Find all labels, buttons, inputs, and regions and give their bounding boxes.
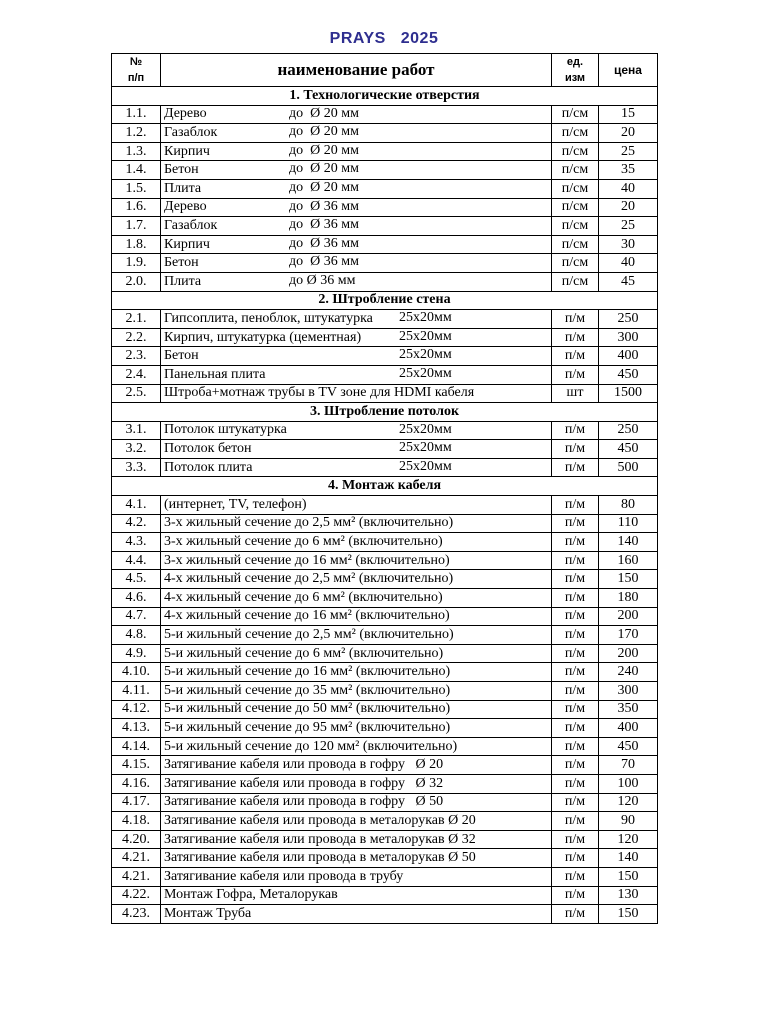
row-name: 4-х жильный сечение до 16 мм² (включительно) [164, 608, 450, 624]
row-name: Монтаж Гофра, Металорукав [164, 887, 338, 903]
row-name: Затягивание кабеля или провода в металорукав Ø 50 [164, 850, 476, 866]
row-name: Дерево [164, 106, 207, 122]
table-row [112, 551, 658, 570]
header-unit-line2: изм [564, 72, 586, 84]
table-row [112, 124, 658, 143]
row-price: 25 [599, 217, 658, 236]
row-name: Плита [164, 273, 202, 289]
row-name: 3-х жильный сечение до 6 мм² (включительно) [164, 534, 443, 550]
table-row [112, 421, 658, 440]
row-name-cell [161, 310, 552, 329]
row-name-cell [161, 161, 552, 180]
row-unit: п/м [552, 644, 599, 663]
section-title: 4. Монтаж кабеля [112, 477, 658, 496]
row-price: 1500 [599, 384, 658, 403]
row-number: 1.4. [112, 161, 161, 180]
row-dimension: 25x20мм [399, 347, 452, 363]
table-row [112, 496, 658, 515]
row-unit: п/м [552, 793, 599, 812]
row-number: 4.4. [112, 551, 161, 570]
row-name: Штроба+мотнаж трубы в TV зоне для HDMI кабеля [164, 385, 475, 401]
row-name-cell [161, 812, 552, 831]
row-dimension: 25x20мм [399, 365, 452, 381]
table-row [112, 886, 658, 905]
row-unit: п/м [552, 514, 599, 533]
row-number: 4.17. [112, 793, 161, 812]
table-row [112, 830, 658, 849]
row-unit: п/м [552, 774, 599, 793]
row-unit: п/м [552, 737, 599, 756]
row-name: Затягивание кабеля или провода в трубу [164, 868, 404, 884]
row-price: 250 [599, 421, 658, 440]
row-unit: п/м [552, 886, 599, 905]
row-number: 4.6. [112, 589, 161, 608]
row-number: 4.18. [112, 812, 161, 831]
row-unit: п/см [552, 142, 599, 161]
row-name-cell [161, 905, 552, 924]
row-number: 4.14. [112, 737, 161, 756]
row-unit: п/м [552, 812, 599, 831]
row-unit: п/см [552, 254, 599, 273]
table-header-row [112, 54, 658, 87]
row-unit: п/см [552, 198, 599, 217]
table-row [112, 812, 658, 831]
row-name-cell [161, 830, 552, 849]
row-name: 3-х жильный сечение до 16 мм² (включительно) [164, 552, 450, 568]
row-name: 4-х жильный сечение до 2,5 мм² (включительно) [164, 571, 454, 587]
row-name-cell [161, 774, 552, 793]
table-row [112, 589, 658, 608]
row-name: Газаблок [164, 124, 218, 140]
row-name-cell [161, 607, 552, 626]
table-row [112, 365, 658, 384]
row-dimension: до Ø 20 мм [289, 179, 359, 195]
row-name: Гипсоплита, пеноблок, штукатурка [164, 310, 373, 326]
row-name: Потолок штукатурка [164, 422, 287, 438]
row-unit: п/см [552, 105, 599, 124]
row-name: Потолок плита [164, 459, 253, 475]
row-name-cell [161, 347, 552, 366]
row-number: 4.2. [112, 514, 161, 533]
table-row [112, 217, 658, 236]
row-name: 5-и жильный сечение до 6 мм² (включительно) [164, 645, 444, 661]
row-unit: п/м [552, 719, 599, 738]
row-unit: п/м [552, 756, 599, 775]
table-row [112, 570, 658, 589]
row-name-cell [161, 533, 552, 552]
row-number: 4.8. [112, 626, 161, 645]
table-row [112, 235, 658, 254]
row-name: Бетон [164, 162, 199, 178]
row-name-cell [161, 793, 552, 812]
row-unit: п/см [552, 161, 599, 180]
row-number: 3.2. [112, 440, 161, 459]
row-unit: п/м [552, 365, 599, 384]
row-number: 1.1. [112, 105, 161, 124]
title-year: 2025 [400, 30, 439, 47]
row-price: 120 [599, 830, 658, 849]
table-row [112, 514, 658, 533]
row-price: 170 [599, 626, 658, 645]
row-number: 1.5. [112, 179, 161, 198]
row-dimension: 25x20мм [399, 328, 452, 344]
row-number: 2.5. [112, 384, 161, 403]
row-name-cell [161, 272, 552, 291]
table-row [112, 198, 658, 217]
row-unit: п/м [552, 626, 599, 645]
row-price: 70 [599, 756, 658, 775]
table-row [112, 849, 658, 868]
row-name-cell [161, 589, 552, 608]
row-price: 150 [599, 905, 658, 924]
row-name: Кирпич [164, 236, 210, 252]
row-unit: п/см [552, 235, 599, 254]
price-table [111, 53, 658, 924]
row-name-cell [161, 458, 552, 477]
header-num [112, 54, 161, 87]
row-price: 400 [599, 347, 658, 366]
row-price: 150 [599, 570, 658, 589]
row-dimension: до Ø 36 мм [289, 235, 359, 251]
section-row [112, 87, 658, 106]
row-name-cell [161, 254, 552, 273]
row-price: 35 [599, 161, 658, 180]
row-name: Кирпич [164, 143, 210, 159]
row-unit: п/м [552, 700, 599, 719]
row-name-cell [161, 663, 552, 682]
row-number: 4.21. [112, 849, 161, 868]
table-row [112, 663, 658, 682]
row-price: 20 [599, 198, 658, 217]
row-name: Дерево [164, 199, 207, 215]
row-dimension: до Ø 36 мм [289, 272, 356, 288]
row-price: 160 [599, 551, 658, 570]
table-row [112, 793, 658, 812]
row-unit: п/см [552, 217, 599, 236]
table-row [112, 458, 658, 477]
row-number: 1.3. [112, 142, 161, 161]
row-name: Бетон [164, 255, 199, 271]
row-number: 4.22. [112, 886, 161, 905]
header-name: наименование работ [161, 54, 552, 87]
row-name-cell [161, 496, 552, 515]
row-number: 4.21. [112, 867, 161, 886]
row-name: 3-х жильный сечение до 2,5 мм² (включительно) [164, 515, 454, 531]
title-word: PRAYS [329, 30, 386, 47]
row-name-cell [161, 756, 552, 775]
table-row [112, 440, 658, 459]
row-unit: п/м [552, 830, 599, 849]
row-number: 1.8. [112, 235, 161, 254]
row-name: 5-и жильный сечение до 35 мм² (включительно) [164, 682, 451, 698]
row-price: 350 [599, 700, 658, 719]
row-name-cell [161, 867, 552, 886]
table-row [112, 328, 658, 347]
row-name-cell [161, 682, 552, 701]
row-unit: п/м [552, 589, 599, 608]
row-price: 80 [599, 496, 658, 515]
row-name-cell [161, 105, 552, 124]
row-name-cell [161, 142, 552, 161]
row-price: 450 [599, 365, 658, 384]
row-number: 4.23. [112, 905, 161, 924]
row-number: 4.13. [112, 719, 161, 738]
row-name: 5-и жильный сечение до 95 мм² (включительно) [164, 719, 451, 735]
row-number: 3.3. [112, 458, 161, 477]
table-row [112, 774, 658, 793]
row-number: 4.12. [112, 700, 161, 719]
row-unit: п/м [552, 421, 599, 440]
row-name-cell [161, 626, 552, 645]
table-row [112, 867, 658, 886]
document-title [0, 30, 768, 48]
row-unit: п/см [552, 124, 599, 143]
row-number: 4.11. [112, 682, 161, 701]
table-body [112, 87, 658, 924]
table-row [112, 384, 658, 403]
row-name: Панельная плита [164, 366, 266, 382]
row-unit: п/м [552, 496, 599, 515]
table-row [112, 142, 658, 161]
row-number: 2.0. [112, 272, 161, 291]
row-number: 2.2. [112, 328, 161, 347]
row-name-cell [161, 328, 552, 347]
section-row [112, 403, 658, 422]
row-price: 300 [599, 682, 658, 701]
row-unit: п/м [552, 867, 599, 886]
row-price: 40 [599, 179, 658, 198]
row-price: 120 [599, 793, 658, 812]
row-number: 4.5. [112, 570, 161, 589]
table-row [112, 737, 658, 756]
table-row [112, 626, 658, 645]
row-price: 140 [599, 533, 658, 552]
row-dimension: до Ø 36 мм [289, 198, 359, 214]
row-price: 300 [599, 328, 658, 347]
row-price: 250 [599, 310, 658, 329]
row-dimension: 25x20мм [399, 421, 452, 437]
row-unit: п/м [552, 607, 599, 626]
row-price: 15 [599, 105, 658, 124]
header-price: цена [599, 54, 658, 87]
section-title: 3. Штробление потолок [112, 403, 658, 422]
row-unit: п/м [552, 347, 599, 366]
row-unit: п/м [552, 849, 599, 868]
row-name: 5-и жильный сечение до 16 мм² (включительно) [164, 664, 451, 680]
row-number: 4.16. [112, 774, 161, 793]
row-name-cell [161, 384, 552, 403]
row-dimension: до Ø 20 мм [289, 105, 359, 121]
row-price: 40 [599, 254, 658, 273]
row-number: 1.9. [112, 254, 161, 273]
row-name: Затягивание кабеля или провода в гофру Ø 50 [164, 794, 444, 810]
row-name: Затягивание кабеля или провода в гофру Ø 20 [164, 757, 444, 773]
row-name: 5-и жильный сечение до 2,5 мм² (включительно) [164, 627, 454, 643]
row-name-cell [161, 124, 552, 143]
row-name-cell [161, 365, 552, 384]
row-price: 130 [599, 886, 658, 905]
row-price: 20 [599, 124, 658, 143]
row-name-cell [161, 440, 552, 459]
row-dimension: 25x20мм [399, 310, 452, 326]
row-dimension: до Ø 36 мм [289, 217, 359, 233]
row-price: 200 [599, 644, 658, 663]
header-num-line1: № [129, 56, 143, 68]
section-title: 2. Штробление стена [112, 291, 658, 310]
row-name-cell [161, 179, 552, 198]
table-row [112, 607, 658, 626]
table-row [112, 533, 658, 552]
row-price: 140 [599, 849, 658, 868]
row-number: 4.3. [112, 533, 161, 552]
row-name: Затягивание кабеля или провода в металорукав Ø 20 [164, 812, 476, 828]
row-name: Газаблок [164, 217, 218, 233]
row-name: Плита [164, 180, 202, 196]
row-name-cell [161, 849, 552, 868]
row-unit: п/м [552, 440, 599, 459]
row-price: 240 [599, 663, 658, 682]
row-price: 25 [599, 142, 658, 161]
table-row [112, 644, 658, 663]
row-dimension: 25x20мм [399, 458, 452, 474]
row-unit: п/м [552, 570, 599, 589]
row-name: Кирпич, штукатурка (цементная) [164, 329, 362, 345]
table-row [112, 254, 658, 273]
row-name-cell [161, 700, 552, 719]
row-price: 30 [599, 235, 658, 254]
row-price: 450 [599, 737, 658, 756]
row-price: 400 [599, 719, 658, 738]
row-dimension: до Ø 20 мм [289, 161, 359, 177]
row-price: 100 [599, 774, 658, 793]
row-unit: шт [552, 384, 599, 403]
row-name-cell [161, 421, 552, 440]
row-unit: п/см [552, 272, 599, 291]
table-row [112, 347, 658, 366]
row-number: 4.7. [112, 607, 161, 626]
row-name: Затягивание кабеля или провода в гофру Ø 32 [164, 775, 444, 791]
row-name: Монтаж Труба [164, 905, 252, 921]
row-unit: п/м [552, 310, 599, 329]
row-price: 90 [599, 812, 658, 831]
row-price: 200 [599, 607, 658, 626]
table-row [112, 179, 658, 198]
row-name-cell [161, 644, 552, 663]
section-row [112, 291, 658, 310]
row-name-cell [161, 886, 552, 905]
row-number: 4.20. [112, 830, 161, 849]
header-num-line2: п/п [127, 72, 145, 84]
row-unit: п/м [552, 905, 599, 924]
row-number: 4.9. [112, 644, 161, 663]
row-name-cell [161, 514, 552, 533]
row-unit: п/м [552, 682, 599, 701]
table-row [112, 719, 658, 738]
row-number: 4.15. [112, 756, 161, 775]
row-name: Потолок бетон [164, 441, 252, 457]
row-unit: п/м [552, 533, 599, 552]
table-row [112, 905, 658, 924]
row-name-cell [161, 737, 552, 756]
row-dimension: до Ø 20 мм [289, 142, 359, 158]
row-dimension: до Ø 36 мм [289, 254, 359, 270]
section-title: 1. Технологические отверстия [112, 87, 658, 106]
table-row [112, 105, 658, 124]
header-unit [552, 54, 599, 87]
row-price: 150 [599, 867, 658, 886]
row-dimension: до Ø 20 мм [289, 124, 359, 140]
row-name: 5-и жильный сечение до 120 мм² (включительно) [164, 738, 458, 754]
row-unit: п/м [552, 328, 599, 347]
table-row [112, 756, 658, 775]
header-unit-line1: ед. [566, 56, 584, 68]
table-row [112, 272, 658, 291]
row-price: 110 [599, 514, 658, 533]
row-price: 45 [599, 272, 658, 291]
row-price: 500 [599, 458, 658, 477]
row-name: Затягивание кабеля или провода в металорукав Ø 32 [164, 831, 476, 847]
section-row [112, 477, 658, 496]
row-name: 4-х жильный сечение до 6 мм² (включительно) [164, 589, 443, 605]
row-name-cell [161, 235, 552, 254]
table-row [112, 700, 658, 719]
row-name: Бетон [164, 348, 199, 364]
row-number: 3.1. [112, 421, 161, 440]
row-number: 1.2. [112, 124, 161, 143]
row-price: 450 [599, 440, 658, 459]
row-dimension: 25x20мм [399, 440, 452, 456]
row-name-cell [161, 198, 552, 217]
row-number: 4.1. [112, 496, 161, 515]
row-unit: п/м [552, 551, 599, 570]
row-name: 5-и жильный сечение до 50 мм² (включительно) [164, 701, 451, 717]
row-name-cell [161, 551, 552, 570]
row-number: 1.6. [112, 198, 161, 217]
table-row [112, 161, 658, 180]
row-price: 180 [599, 589, 658, 608]
row-name-cell [161, 719, 552, 738]
row-number: 2.3. [112, 347, 161, 366]
row-name-cell [161, 217, 552, 236]
row-number: 2.1. [112, 310, 161, 329]
row-unit: п/м [552, 458, 599, 477]
row-number: 2.4. [112, 365, 161, 384]
row-name-cell [161, 570, 552, 589]
table-row [112, 682, 658, 701]
row-name: (интернет, TV, телефон) [164, 496, 307, 512]
row-unit: п/м [552, 663, 599, 682]
row-unit: п/см [552, 179, 599, 198]
table-row [112, 310, 658, 329]
row-number: 1.7. [112, 217, 161, 236]
row-number: 4.10. [112, 663, 161, 682]
